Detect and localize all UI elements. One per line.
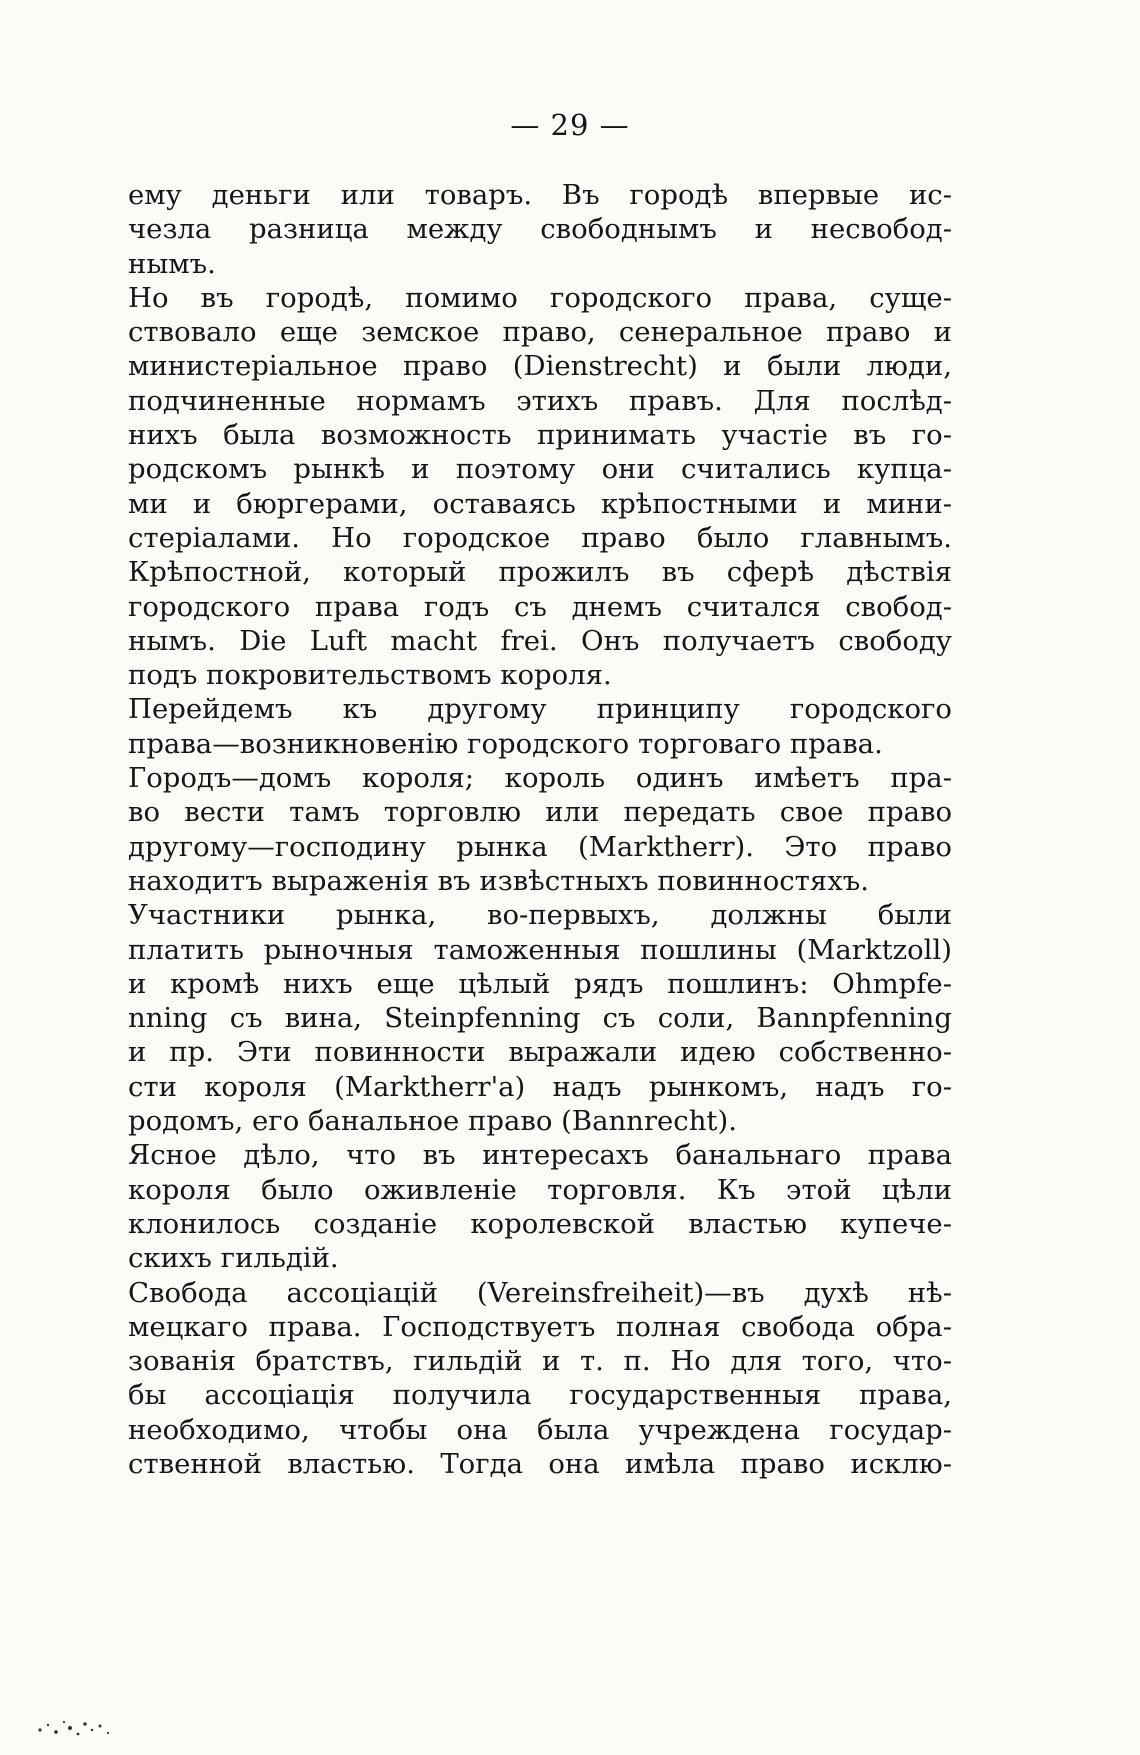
body-text xyxy=(128,178,952,1481)
text-line: Ясное дѣло, что въ интересахъ банальнаго права xyxy=(128,1139,952,1172)
text-line: права—возникновенію городского торговаго права. xyxy=(128,727,883,760)
text-line: министеріальное право (Dienstrecht) и были люди, xyxy=(128,350,952,383)
print-specks xyxy=(30,1710,150,1740)
text-line: во вести тамъ торговлю или передать свое право xyxy=(128,796,952,829)
text-line: сти короля (Marktherr'a) надъ рынкомъ, надъ го- xyxy=(128,1070,952,1103)
text-line: Но въ городѣ, помимо городского права, суще- xyxy=(128,281,952,314)
text-line: подчиненные нормамъ этихъ правъ. Для послѣд- xyxy=(128,384,952,417)
text-line: нымъ. Die Luft macht frei. Онъ получаетъ свободу xyxy=(128,624,952,657)
text-line: Крѣпостной, который прожилъ въ сферѣ дѣствія xyxy=(128,556,952,589)
page-number: — 29 — xyxy=(510,108,630,142)
text-line: нымъ. xyxy=(128,247,216,280)
text-line: зованія братствъ, гильдій и т. п. Но для того, что- xyxy=(128,1345,952,1378)
text-line: находитъ выраженія въ извѣстныхъ повинностяхъ. xyxy=(128,864,869,897)
text-line: Перейдемъ къ другому принципу городского xyxy=(128,693,952,726)
text-line: стеріалами. Но городское право было главнымъ. xyxy=(128,521,952,554)
text-line: родомъ, его банальное право (Bannrecht). xyxy=(128,1105,737,1138)
text-line: городского права годъ съ днемъ считался свобод- xyxy=(128,590,952,623)
text-line: nning съ вина, Steinpfenning съ соли, Bannpfenning xyxy=(128,1002,952,1035)
text-line: ствовало еще земское право, сенеральное право и xyxy=(128,316,952,349)
text-line: родскомъ рынкѣ и поэтому они считались купца- xyxy=(128,453,952,486)
text-line: и кромѣ нихъ еще цѣлый рядъ пошлинъ: Ohmpfe- xyxy=(128,967,952,1000)
text-line: мецкаго права. Господствуетъ полная свобода обра- xyxy=(128,1310,952,1343)
text-line: короля было оживленіе торговля. Къ этой цѣли xyxy=(128,1173,952,1206)
text-line: ему деньги или товаръ. Въ городѣ впервые ис- xyxy=(128,179,952,211)
text-line: и пр. Эти повинности выражали идею собственно- xyxy=(128,1036,952,1069)
text-line: подъ покровительствомъ короля. xyxy=(128,659,612,692)
text-line: клонилось созданіе королевской властью купече- xyxy=(128,1207,952,1240)
text-line: ственной властью. Тогда она имѣла право исклю- xyxy=(128,1447,952,1480)
text-line: Участники рынка, во-первыхъ, должны были xyxy=(128,899,952,932)
text-line: скихъ гильдій. xyxy=(128,1242,339,1275)
text-line: ми и бюргерами, оставаясь крѣпостными и мини- xyxy=(128,487,952,520)
text-line: Городъ—домъ короля; король одинъ имѣетъ пра- xyxy=(128,762,952,795)
text-line: другому—господину рынка (Marktherr). Это право xyxy=(128,830,952,863)
text-line: необходимо, чтобы она была учреждена государ- xyxy=(128,1413,952,1446)
text-line: Свобода ассоціацій (Vereinsfreiheit)—въ духѣ нѣ- xyxy=(128,1276,952,1309)
text-line: платить рыночныя таможенныя пошлины (Marktzoll) xyxy=(128,933,952,966)
text-line: бы ассоціація получила государственныя права, xyxy=(128,1379,952,1412)
text-line: нихъ была возможность принимать участіе въ го- xyxy=(128,419,952,452)
text-line: чезла разница между свободнымъ и несвобод- xyxy=(128,213,952,246)
